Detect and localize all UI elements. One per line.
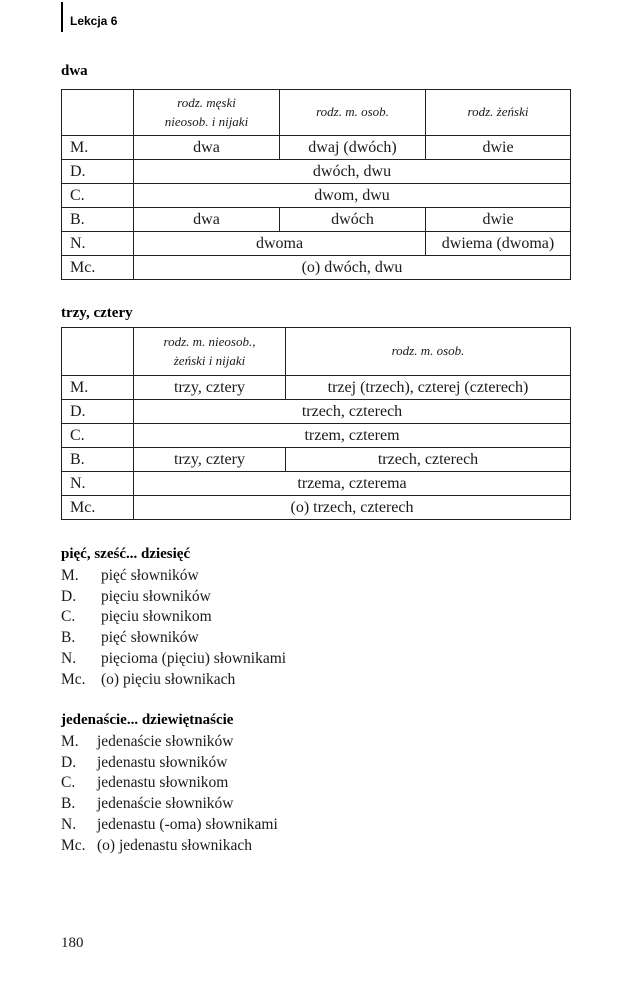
header-line: żeński i nijaki	[173, 352, 246, 368]
case-label: N.	[61, 815, 77, 833]
table-cell: trzej (trzech), czterej (czterech)	[286, 376, 571, 400]
table-row	[62, 472, 571, 496]
declension-form: jedenastu słownikom	[97, 774, 229, 792]
declension-list-piec	[61, 566, 286, 690]
case-label: C.	[62, 184, 134, 208]
header-cell-masc-personal: rodz. m. osob.	[280, 90, 426, 136]
section-title-trzy: trzy, cztery	[61, 305, 133, 321]
case-label: N.	[62, 232, 134, 256]
table-cell: dwie	[426, 136, 571, 160]
header-cell-masc-personal: rodz. m. osob.	[286, 328, 571, 376]
case-label: C.	[62, 424, 134, 448]
case-label: D.	[62, 160, 134, 184]
case-label: B.	[61, 629, 76, 647]
table-cell: dwaj (dwóch)	[280, 136, 426, 160]
table-cell: dwóch	[280, 208, 426, 232]
header-line: rodz. m. nieosob.,	[163, 334, 256, 350]
case-label: D.	[61, 753, 77, 771]
table-cell: dwom, dwu	[134, 184, 571, 208]
case-label: B.	[62, 208, 134, 232]
section-title-piec: pięć, sześć... dziesięć	[61, 546, 191, 562]
list-item	[61, 794, 278, 815]
header-line: nieosob. i nijaki	[164, 113, 249, 129]
header-line: rodz. męski	[177, 95, 236, 111]
table-row	[62, 496, 571, 520]
table-trzy	[61, 327, 571, 520]
table-cell: (o) trzech, czterech	[134, 496, 571, 520]
declension-form: jedenaście słowników	[97, 795, 234, 813]
empty-header-cell	[62, 90, 134, 136]
list-item	[61, 815, 278, 836]
table-cell: dwa	[134, 208, 280, 232]
table-cell: trzema, czterema	[134, 472, 571, 496]
list-item	[61, 628, 286, 649]
declension-form: (o) jedenastu słownikach	[97, 836, 252, 854]
table-cell: trzy, cztery	[134, 448, 286, 472]
list-item	[61, 649, 286, 670]
header-cell-masc-impersonal	[134, 90, 280, 136]
table-row	[62, 184, 571, 208]
list-item	[61, 566, 286, 587]
table-cell: (o) dwóch, dwu	[134, 256, 571, 280]
case-label: M.	[62, 136, 134, 160]
list-item	[61, 836, 278, 857]
case-label: N.	[61, 649, 77, 667]
list-item	[61, 607, 286, 628]
list-item	[61, 773, 278, 794]
list-item	[61, 587, 286, 608]
section-title-jedenascie: jedenaście... dziewiętnaście	[61, 712, 234, 728]
table-row	[62, 136, 571, 160]
table-row	[62, 448, 571, 472]
declension-form: pięcioma (pięciu) słownikami	[101, 649, 287, 667]
empty-header-cell	[62, 328, 134, 376]
table-row	[62, 208, 571, 232]
header-rule	[61, 2, 63, 32]
case-label: Mc.	[62, 256, 134, 280]
table-dwa	[61, 89, 571, 280]
table-cell: dwa	[134, 136, 280, 160]
list-item	[61, 670, 286, 691]
table-cell: trzy, cztery	[134, 376, 286, 400]
case-label: Mc.	[61, 670, 86, 688]
lesson-header: Lekcja 6	[70, 14, 118, 28]
declension-form: (o) pięciu słownikach	[101, 670, 236, 688]
declension-form: jedenastu (-oma) słownikami	[97, 815, 278, 833]
declension-form: jedenastu słowników	[97, 753, 228, 771]
table-row	[62, 160, 571, 184]
declension-form: jedenaście słowników	[97, 733, 234, 750]
case-label: Mc.	[61, 836, 86, 854]
declension-form: pięć słowników	[101, 567, 199, 584]
list-item	[61, 732, 278, 753]
table-row	[62, 256, 571, 280]
case-label: N.	[62, 472, 134, 496]
table-row	[62, 424, 571, 448]
table-cell: dwiema (dwoma)	[426, 232, 571, 256]
case-label: C.	[61, 608, 76, 626]
list-item	[61, 753, 278, 774]
table-header-row	[62, 90, 571, 136]
table-row	[62, 232, 571, 256]
case-label: D.	[62, 400, 134, 424]
header-cell-feminine: rodz. żeński	[426, 90, 571, 136]
section-title-dwa: dwa	[61, 63, 88, 79]
table-cell: trzem, czterem	[134, 424, 571, 448]
case-label: Mc.	[62, 496, 134, 520]
table-cell: dwóch, dwu	[134, 160, 571, 184]
table-cell: trzech, czterech	[134, 400, 571, 424]
declension-form: pięciu słownikom	[101, 608, 212, 626]
declension-form: pięciu słowników	[101, 587, 211, 605]
table-header-row	[62, 328, 571, 376]
case-label: M.	[62, 376, 134, 400]
header-cell-nonpersonal	[134, 328, 286, 376]
declension-list-jedenascie	[61, 732, 278, 856]
case-label: B.	[62, 448, 134, 472]
table-cell: dwie	[426, 208, 571, 232]
case-label: B.	[61, 795, 76, 813]
case-label: C.	[61, 774, 76, 792]
declension-form: pięć słowników	[101, 629, 199, 647]
table-row	[62, 376, 571, 400]
table-cell: dwoma	[134, 232, 426, 256]
table-cell: trzech, czterech	[286, 448, 571, 472]
case-label: M.	[61, 567, 79, 584]
table-row	[62, 400, 571, 424]
case-label: D.	[61, 587, 77, 605]
case-label: M.	[61, 733, 79, 750]
page-number: 180	[61, 935, 84, 951]
